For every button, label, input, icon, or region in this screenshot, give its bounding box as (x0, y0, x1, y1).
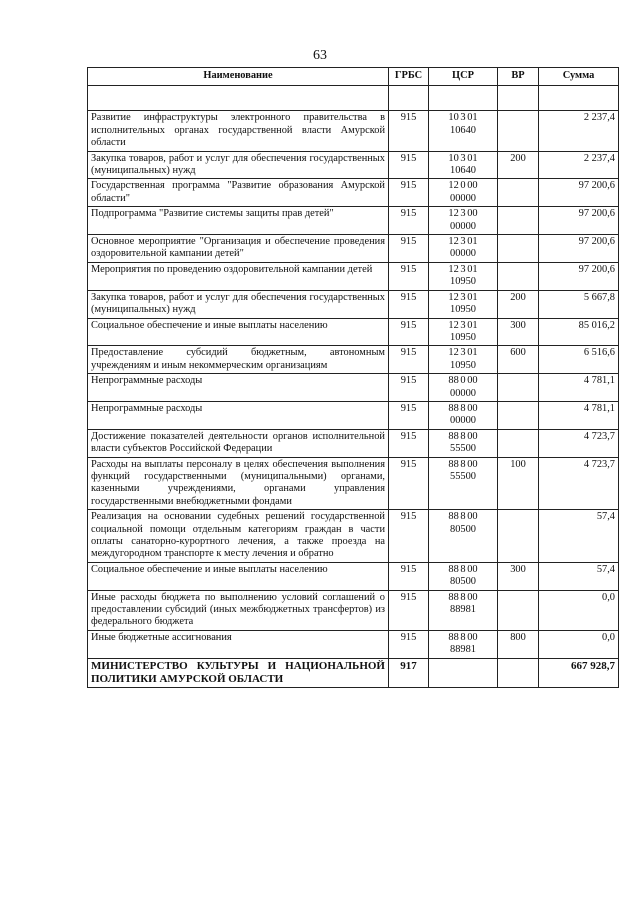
table-row (88, 235, 619, 263)
row-sum: 97 200,6 (539, 207, 619, 235)
header-sum: Сумма (539, 68, 619, 86)
row-name: Непрограммные расходы (88, 374, 389, 402)
row-name: Мероприятия по проведению оздоровительной кампании детей (88, 262, 389, 290)
row-csr (429, 151, 498, 179)
table-body (88, 86, 619, 687)
row-grbs: 915 (389, 562, 429, 590)
row-grbs: 915 (389, 207, 429, 235)
row-name: Непрограммные расходы (88, 401, 389, 429)
row-vr (498, 235, 539, 263)
row-csr-program: 12 3 01 (448, 236, 478, 248)
row-csr-direction: 88981 (450, 604, 476, 616)
row-sum: 0,0 (539, 630, 619, 658)
table-row (88, 374, 619, 402)
row-csr (429, 374, 498, 402)
row-csr (429, 318, 498, 346)
row-csr (429, 207, 498, 235)
row-sum: 4 723,7 (539, 457, 619, 510)
row-csr-direction: 00000 (450, 248, 476, 260)
total-sum: 667 928,7 (539, 658, 619, 687)
row-grbs: 915 (389, 429, 429, 457)
row-vr: 200 (498, 151, 539, 179)
row-grbs: 915 (389, 401, 429, 429)
table-row (88, 179, 619, 207)
row-csr-program: 88 8 00 (448, 430, 478, 442)
table-row (88, 590, 619, 630)
total-row (88, 658, 619, 687)
row-csr (429, 262, 498, 290)
row-vr: 200 (498, 290, 539, 318)
row-csr-program: 88 8 00 (448, 563, 478, 575)
row-vr: 300 (498, 562, 539, 590)
row-csr (429, 630, 498, 658)
row-sum: 2 237,4 (539, 151, 619, 179)
row-sum: 97 200,6 (539, 179, 619, 207)
row-csr (429, 346, 498, 374)
row-sum: 6 516,6 (539, 346, 619, 374)
row-sum: 4 781,1 (539, 374, 619, 402)
row-grbs: 915 (389, 590, 429, 630)
row-csr-program: 12 3 01 (448, 263, 478, 275)
row-csr (429, 457, 498, 510)
page-number: 63 (313, 48, 327, 63)
row-grbs: 915 (389, 290, 429, 318)
table-row (88, 457, 619, 510)
table-row (88, 562, 619, 590)
row-vr: 600 (498, 346, 539, 374)
row-name: Развитие инфраструктуры электронного правительства в исполнительных органах государственной власти Амурской области (88, 111, 389, 151)
row-name: Закупка товаров, работ и услуг для обеспечения государственных (муниципальных) нужд (88, 151, 389, 179)
spacer-row (88, 86, 619, 111)
row-csr (429, 562, 498, 590)
row-csr-direction: 10950 (450, 359, 476, 371)
row-csr-direction: 80500 (450, 523, 476, 535)
table-row (88, 111, 619, 151)
row-csr-direction: 10950 (450, 304, 476, 316)
row-vr: 100 (498, 457, 539, 510)
row-csr-direction: 10640 (450, 124, 476, 136)
header-vr: ВР (498, 68, 539, 86)
row-vr (498, 401, 539, 429)
row-csr-direction: 80500 (450, 576, 476, 588)
total-name: МИНИСТЕРСТВО КУЛЬТУРЫ И НАЦИОНАЛЬНОЙ ПОЛИТИКИ АМУРСКОЙ ОБЛАСТИ (88, 658, 389, 687)
row-csr (429, 429, 498, 457)
row-csr-direction: 00000 (450, 415, 476, 427)
table-header-row (88, 68, 619, 86)
row-vr (498, 207, 539, 235)
table-row (88, 401, 619, 429)
table-row (88, 510, 619, 563)
table-row (88, 151, 619, 179)
row-name: Иные расходы бюджета по выполнению условий соглашений о предоставлении субсидий (иных межбюджетных трансфертов) из федерального бюджета (88, 590, 389, 630)
row-grbs: 915 (389, 151, 429, 179)
row-vr (498, 429, 539, 457)
row-csr-program: 12 3 01 (448, 319, 478, 331)
row-csr-program: 88 8 00 (448, 631, 478, 643)
row-grbs: 915 (389, 111, 429, 151)
row-vr: 300 (498, 318, 539, 346)
row-name: Основное мероприятие "Организация и обеспечение проведения оздоровительной кампании детей" (88, 235, 389, 263)
row-vr (498, 590, 539, 630)
row-csr-direction: 10640 (450, 165, 476, 177)
row-sum: 4 781,1 (539, 401, 619, 429)
row-vr (498, 374, 539, 402)
table-row (88, 262, 619, 290)
total-vr (498, 658, 539, 687)
row-csr-direction: 88981 (450, 644, 476, 656)
row-grbs: 915 (389, 457, 429, 510)
row-vr (498, 262, 539, 290)
row-vr: 800 (498, 630, 539, 658)
row-csr-program: 10 3 01 (448, 112, 478, 124)
row-csr (429, 179, 498, 207)
table-row (88, 429, 619, 457)
header-grbs: ГРБС (389, 68, 429, 86)
row-sum: 0,0 (539, 590, 619, 630)
row-csr-program: 88 8 00 (448, 402, 478, 414)
row-csr-direction: 00000 (450, 192, 476, 204)
row-grbs: 915 (389, 374, 429, 402)
row-grbs: 915 (389, 510, 429, 563)
row-grbs: 915 (389, 235, 429, 263)
row-name: Предоставление субсидий бюджетным, автономным учреждениям и иным некоммерческим организациям (88, 346, 389, 374)
row-sum: 2 237,4 (539, 111, 619, 151)
row-sum: 57,4 (539, 562, 619, 590)
table-row (88, 630, 619, 658)
row-csr-direction: 00000 (450, 387, 476, 399)
header-csr: ЦСР (429, 68, 498, 86)
row-name: Государственная программа "Развитие образования Амурской области" (88, 179, 389, 207)
row-csr (429, 235, 498, 263)
row-csr-direction: 10950 (450, 276, 476, 288)
row-sum: 57,4 (539, 510, 619, 563)
row-grbs: 915 (389, 346, 429, 374)
total-grbs: 917 (389, 658, 429, 687)
row-csr-program: 88 8 00 (448, 458, 478, 470)
row-name: Достижение показателей деятельности органов исполнительной власти субъектов Российской Федерации (88, 429, 389, 457)
row-csr-program: 10 3 01 (448, 152, 478, 164)
row-csr-program: 12 3 01 (448, 291, 478, 303)
row-name: Реализация на основании судебных решений государственной социальной помощи отдельным категориям граждан в части оплаты санаторно-курортного лечения, а также проезда на междугородном транспорте к месту лечения и обратно (88, 510, 389, 563)
row-name: Подпрограмма "Развитие системы защиты прав детей" (88, 207, 389, 235)
row-csr (429, 401, 498, 429)
row-grbs: 915 (389, 179, 429, 207)
row-csr-program: 88 0 00 (448, 375, 478, 387)
table-row (88, 290, 619, 318)
row-sum: 4 723,7 (539, 429, 619, 457)
budget-table (87, 67, 619, 688)
row-csr (429, 290, 498, 318)
row-sum: 97 200,6 (539, 235, 619, 263)
table-row (88, 207, 619, 235)
table-row (88, 346, 619, 374)
row-csr-direction: 00000 (450, 220, 476, 232)
row-csr (429, 111, 498, 151)
row-vr (498, 111, 539, 151)
row-vr (498, 510, 539, 563)
row-csr-program: 88 8 00 (448, 511, 478, 523)
row-name: Расходы на выплаты персоналу в целях обеспечения выполнения функций государственными (муниципальными) органами, казенными учреждениями, органами управления государственными внебюджетными фондами (88, 457, 389, 510)
row-grbs: 915 (389, 318, 429, 346)
row-sum: 5 667,8 (539, 290, 619, 318)
row-name: Социальное обеспечение и иные выплаты населению (88, 562, 389, 590)
table-row (88, 318, 619, 346)
row-csr (429, 510, 498, 563)
row-name: Социальное обеспечение и иные выплаты населению (88, 318, 389, 346)
row-csr-program: 88 8 00 (448, 591, 478, 603)
row-grbs: 915 (389, 630, 429, 658)
row-csr-program: 12 3 01 (448, 347, 478, 359)
row-grbs: 915 (389, 262, 429, 290)
row-csr (429, 590, 498, 630)
row-csr-direction: 10950 (450, 331, 476, 343)
row-name: Закупка товаров, работ и услуг для обеспечения государственных (муниципальных) нужд (88, 290, 389, 318)
row-csr-direction: 55500 (450, 470, 476, 482)
row-csr-program: 12 3 00 (448, 208, 478, 220)
row-name: Иные бюджетные ассигнования (88, 630, 389, 658)
row-sum: 97 200,6 (539, 262, 619, 290)
row-vr (498, 179, 539, 207)
row-csr-program: 12 0 00 (448, 180, 478, 192)
header-name: Наименование (88, 68, 389, 86)
row-csr-direction: 55500 (450, 443, 476, 455)
row-sum: 85 016,2 (539, 318, 619, 346)
total-csr (429, 658, 498, 687)
